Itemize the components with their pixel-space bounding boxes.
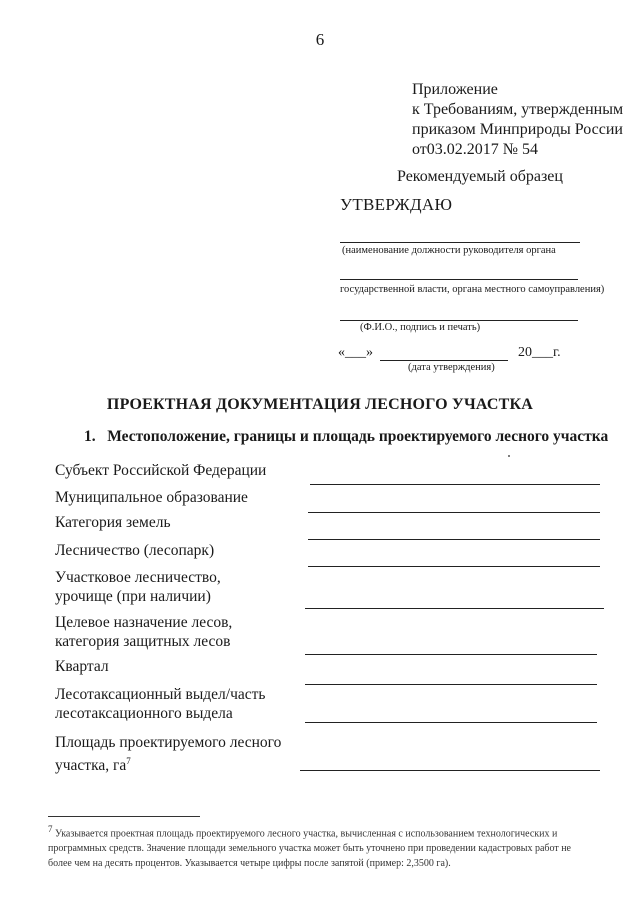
field-label: лесотаксационного выдела <box>55 705 233 722</box>
signature-line <box>340 320 578 321</box>
appendix-line: приказом Минприроды России <box>412 121 623 138</box>
field-subject-line <box>310 484 600 485</box>
field-label: Категория земель <box>55 514 171 531</box>
section-heading <box>84 428 608 446</box>
approve-heading: УТВЕРЖДАЮ <box>340 195 453 214</box>
field-quarter <box>55 657 109 676</box>
footnote-separator <box>48 816 200 817</box>
field-label: Квартал <box>55 658 109 675</box>
field-label: Лесотаксационный выдел/часть <box>55 686 266 703</box>
field-forestry-line <box>308 566 600 567</box>
scan-speck <box>508 455 510 457</box>
field-area-line <box>300 770 600 771</box>
field-purpose-line <box>305 654 597 655</box>
approval-date-row <box>338 345 373 361</box>
field-purpose <box>55 613 232 651</box>
appendix-line: Приложение <box>412 81 498 98</box>
footnote-mark: 7 <box>48 824 53 834</box>
footnote-text: Указывается проектная площадь проектируемого лесного участка, вычисленная с использованием технологических и программных средств. Значение площади земельного участка может быть уточнено при проведении кадастровых работ не более чем на десять процентов. Указывается четыре цифры после запятой (пример: 2,3500 га). <box>48 828 571 870</box>
position-line <box>340 242 580 243</box>
section-title: Местоположение, границы и площадь проектируемого лесного участка <box>107 428 609 445</box>
page-number: 6 <box>315 30 325 49</box>
field-label: Лесничество (лесопарк) <box>55 542 215 559</box>
section-number: 1. <box>84 428 96 445</box>
date-caption: (дата утверждения) <box>408 362 495 373</box>
position-caption: (наименование должности руководителя органа <box>342 245 556 256</box>
field-land-category-line <box>308 539 600 540</box>
field-area <box>55 733 281 775</box>
appendix-line: к Требованиям, утвержденным <box>412 101 624 118</box>
field-quarter-line <box>305 684 597 685</box>
authority-caption: государственной власти, органа местного самоуправления) <box>340 284 605 295</box>
footnote <box>48 822 596 871</box>
field-allotment <box>55 685 265 723</box>
document-title: ПРОЕКТНАЯ ДОКУМЕНТАЦИЯ ЛЕСНОГО УЧАСТКА <box>106 396 534 413</box>
field-label: Субъект Российской Федерации <box>55 462 267 479</box>
field-land-category <box>55 513 171 532</box>
field-municipality <box>55 488 248 507</box>
field-label: урочище (при наличии) <box>55 588 211 605</box>
recommended-sample-label: Рекомендуемый образец <box>397 168 563 185</box>
signature-caption: (Ф.И.О., подпись и печать) <box>360 322 481 333</box>
field-district <box>55 568 221 606</box>
field-subject <box>55 461 266 480</box>
field-district-line <box>305 608 604 609</box>
date-year: 20___г. <box>518 345 561 360</box>
field-label-text: участка, га <box>55 757 127 775</box>
date-day: «___» <box>338 345 373 360</box>
footnote-reference: 7 <box>126 756 131 766</box>
field-label: Площадь проектируемого лесного <box>55 734 282 751</box>
field-forestry <box>55 541 214 560</box>
appendix-block <box>412 80 623 160</box>
field-municipality-line <box>308 512 600 513</box>
field-label: Муниципальное образование <box>55 489 248 506</box>
field-label: категория защитных лесов <box>55 633 231 650</box>
field-label <box>55 752 281 775</box>
field-label: Целевое назначение лесов, <box>55 614 233 631</box>
authority-line <box>340 279 578 280</box>
field-label: Участковое лесничество, <box>55 569 221 586</box>
date-month-line <box>380 360 508 361</box>
field-allotment-line <box>305 722 597 723</box>
appendix-line: от03.02.2017 № 54 <box>412 141 539 158</box>
